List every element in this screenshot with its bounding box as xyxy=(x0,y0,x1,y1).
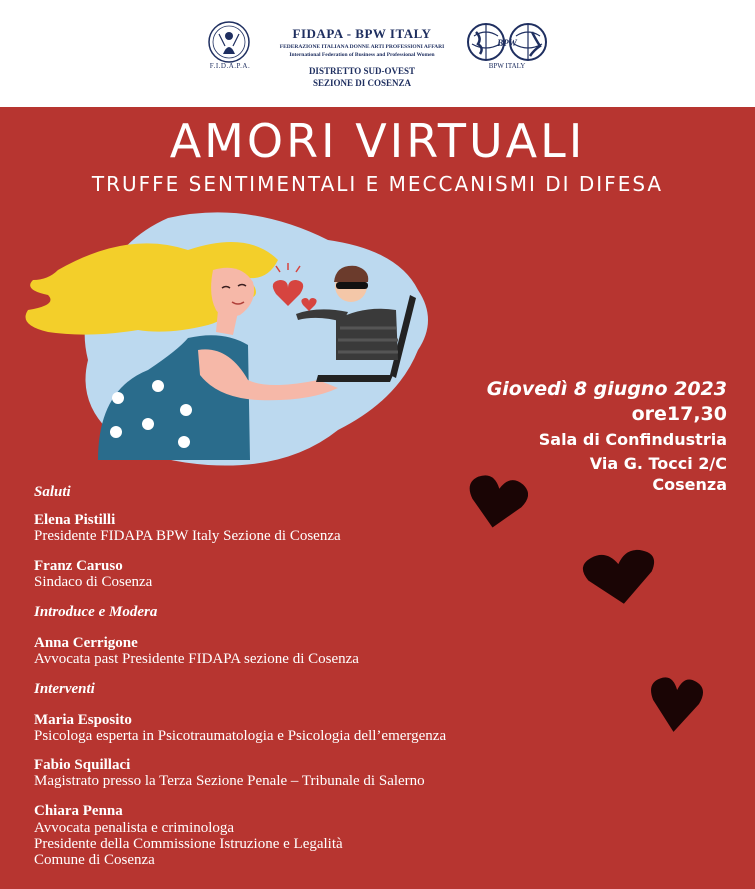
bpw-logo-label: BPW ITALY xyxy=(488,62,526,70)
speaker-role: Presidente FIDAPA BPW Italy Sezione di Cosenza xyxy=(34,528,341,544)
speaker-role: Avvocata penalista e criminologa xyxy=(34,820,235,836)
section-saluti-label: Saluti xyxy=(34,484,71,500)
heart-decoration-icon xyxy=(580,548,660,606)
speaker-role: Magistrato presso la Terza Sezione Penale – Tribunale di Salerno xyxy=(34,773,425,789)
speaker-name: Franz Caruso xyxy=(34,558,123,574)
fidapa-logo-label: F.I.D.A.P.A. xyxy=(209,62,251,70)
event-time: ore17,30 xyxy=(631,403,727,425)
laptop-base xyxy=(316,375,393,382)
event-subtitle: TRUFFE SENTIMENTALI E MECCANISMI DI DIFESA xyxy=(91,172,664,196)
org-subtitle-english: International Federation of Business and Professional Women xyxy=(289,52,435,58)
speaker-name: Maria Esposito xyxy=(34,712,132,728)
sezione-label: SEZIONE DI COSENZA xyxy=(312,78,412,88)
thief-mask xyxy=(336,282,368,289)
speaker-name: Chiara Penna xyxy=(34,803,123,819)
bpw-logo-mark: BPW xyxy=(497,38,517,48)
speaker-name: Elena Pistilli xyxy=(34,512,116,528)
speaker-role: Psicologa esperta in Psicotraumatologia e Psicologia dell’emergenza xyxy=(34,728,447,744)
distretto-label: DISTRETTO SUD-OVEST xyxy=(308,66,416,76)
speaker-name: Fabio Squillaci xyxy=(34,757,131,773)
header-band xyxy=(0,0,755,107)
event-venue: Sala di Confindustria xyxy=(538,430,727,449)
speaker-role: Avvocata past Presidente FIDAPA sezione di Cosenza xyxy=(34,651,359,667)
speaker-role: Sindaco di Cosenza xyxy=(34,574,153,590)
bpw-globe-logo-icon xyxy=(466,22,548,62)
speaker-role: Comune di Cosenza xyxy=(34,852,155,868)
event-address: Via G. Tocci 2/C xyxy=(589,454,727,473)
event-title: AMORI VIRTUALI xyxy=(169,114,586,168)
event-city: Cosenza xyxy=(652,475,727,494)
event-date: Giovedì 8 giugno 2023 xyxy=(486,378,727,400)
speaker-role: Presidente della Commissione Istruzione e Legalità xyxy=(34,836,343,852)
speaker-name: Anna Cerrigone xyxy=(34,635,138,651)
heart-decoration-icon xyxy=(648,672,704,734)
romance-scam-illustration xyxy=(18,210,478,490)
section-introduce-label: Introduce e Modera xyxy=(34,604,158,620)
org-title: FIDAPA - BPW ITALY xyxy=(292,26,432,41)
section-interventi-label: Interventi xyxy=(34,681,95,697)
heart-decoration-icon xyxy=(466,474,528,530)
org-subtitle-italian: FEDERAZIONE ITALIANA DONNE ARTI PROFESSIONI AFFARI xyxy=(279,44,445,50)
